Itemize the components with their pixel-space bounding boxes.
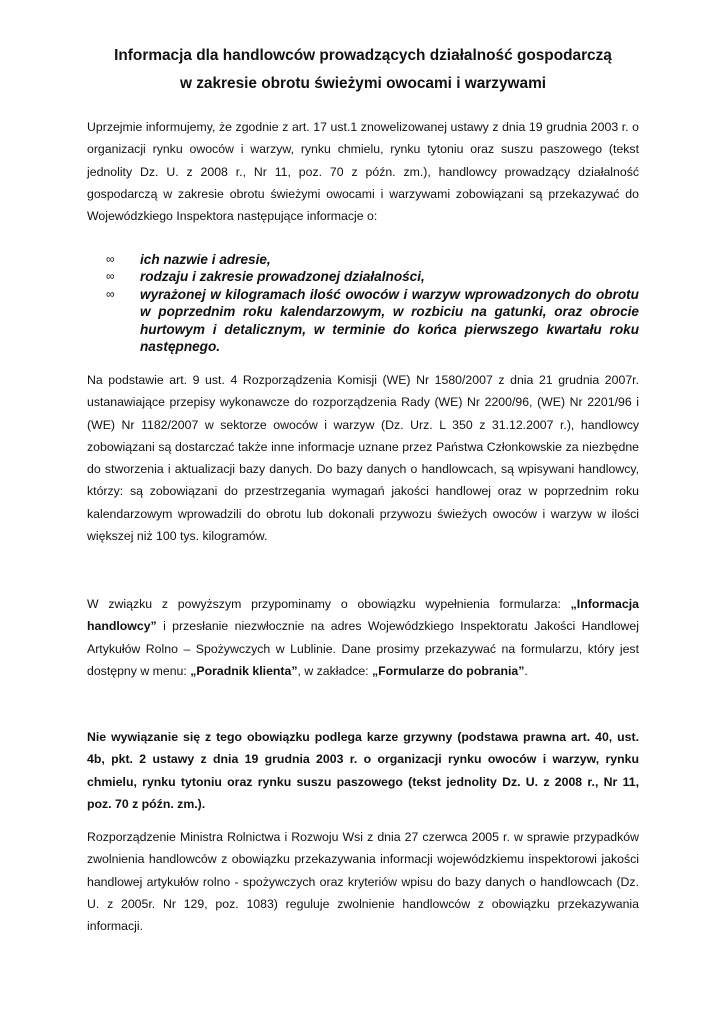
exemption-paragraph: Rozporządzenie Ministra Rolnictwa i Rozwoju Wsi z dnia 27 czerwca 2005 r. w sprawie przypadków zwolnienia handlowców z obowiązku przekazywania informacji wojewódzkiemu inspektorowi jakości handlowej artykułów rolno - spożywczych oraz kryteriów wpisu do bazy danych o handlowcach (Dz. U. z 2005r. Nr 129, poz. 1083) reguluje zwolnienie handlowców z obowiązku przekazywania informacji. (87, 830, 639, 934)
form-reminder-text-3: , w zakładce: (297, 663, 373, 678)
info-bullet-list (87, 251, 639, 355)
infinity-bullet-icon: ∞ (106, 269, 115, 284)
title-line-2: w zakresie obrotu świeżymi owocami i warzywami (179, 75, 547, 92)
form-reminder-text-1: W związku z powyższym przypominamy o obowiązku wypełnienia formularza: (87, 597, 571, 611)
regulation-paragraph: Na podstawie art. 9 ust. 4 Rozporządzenia Komisji (WE) Nr 1580/2007 z dnia 21 grudnia 2007r. ustanawiające przepisy wykonawcze do rozporządzenia Rady (WE) Nr 2200/96, (WE) Nr 2201/96 i (WE) Nr 1182/2007 w sektorze owoców i warzyw (Dz. Urz. L 350 z 31.12.2007 r.), handlowcy zobowiązani są dostarczać także inne informacje uznane przez Państwa Członkowskie za niezbędne do stworzenia i aktualizacji bazy danych. Do bazy danych o handlowcach, są wpisywani handlowcy, którzy: są zobowiązani do przestrzegania wymagań jakości handlowej oraz w poprzednim roku kalendarzowym wprowadzili do obrotu lub dokonali przywozu świeżych owoców i warzyw w ilości większej niż 100 tys. kilogramów. (87, 373, 639, 544)
tab-name-emphasis: „Formularze do pobrania” (372, 663, 525, 678)
form-reminder-paragraph (87, 593, 639, 682)
infinity-bullet-icon: ∞ (106, 252, 115, 266)
list-item-text: rodzaju i zakresie prowadzonej działalności, (140, 269, 425, 285)
menu-name-emphasis: „Poradnik klienta” (190, 663, 298, 678)
list-item (87, 268, 639, 285)
list-item (87, 286, 639, 356)
form-reminder-text-4: . (524, 663, 528, 678)
page-title (77, 42, 649, 98)
form-reminder-text-2: i przesłanie niezwłocznie na adres Wojewódzkiego Inspektoratu Jakości Handlowej Artykułów Rolno – Spożywczych w Lublinie. Dane prosimy przekazywać na formularzu, który jest dostępny w menu: (87, 619, 639, 678)
list-item (87, 251, 639, 268)
form-name-emphasis: „Informacja handlowcy” (87, 597, 639, 634)
infinity-bullet-icon: ∞ (106, 286, 115, 301)
penalty-paragraph: Nie wywiązanie się z tego obowiązku podlega karze grzywny (podstawa prawna art. 40, ust. 4b, pkt. 2 ustawy z dnia 19 grudnia 2003 r. o organizacji rynku owoców i warzyw, rynku chmielu, rynku tytoniu oraz rynku suszu paszowego (tekst jednolity Dz. U. z 2008 r., Nr 11, poz. 70 z późn. zm.). (87, 730, 639, 811)
list-item-text: ich nazwie i adresie, (140, 252, 271, 267)
title-line-1: Informacja dla handlowców prowadzących działalność gospodarczą (114, 47, 612, 64)
intro-paragraph: Uprzejmie informujemy, że zgodnie z art. 17 ust.1 znowelizowanej ustawy z dnia 19 grudnia 2003 r. o organizacji rynku owoców i warzyw, rynku chmielu, rynku tytoniu oraz suszu paszowego (tekst jednolity Dz. U. z 2008 r., Nr 11, poz. 70 z późn. zm.), handlowcy prowadzący działalność gospodarczą w zakresie obrotu świeżymi owocami i warzywami zobowiązani są przekazywać do Wojewódzkiego Inspektora następujące informacje o: (87, 120, 639, 224)
list-item-text: wyrażonej w kilogramach ilość owoców i warzyw wprowadzonych do obrotu w poprzednim roku kalendarzowym, w rozbiciu na gatunki, oraz obrocie hurtowym i detalicznym, w terminie do końca pierwszego kwartału roku następnego. (140, 286, 639, 355)
